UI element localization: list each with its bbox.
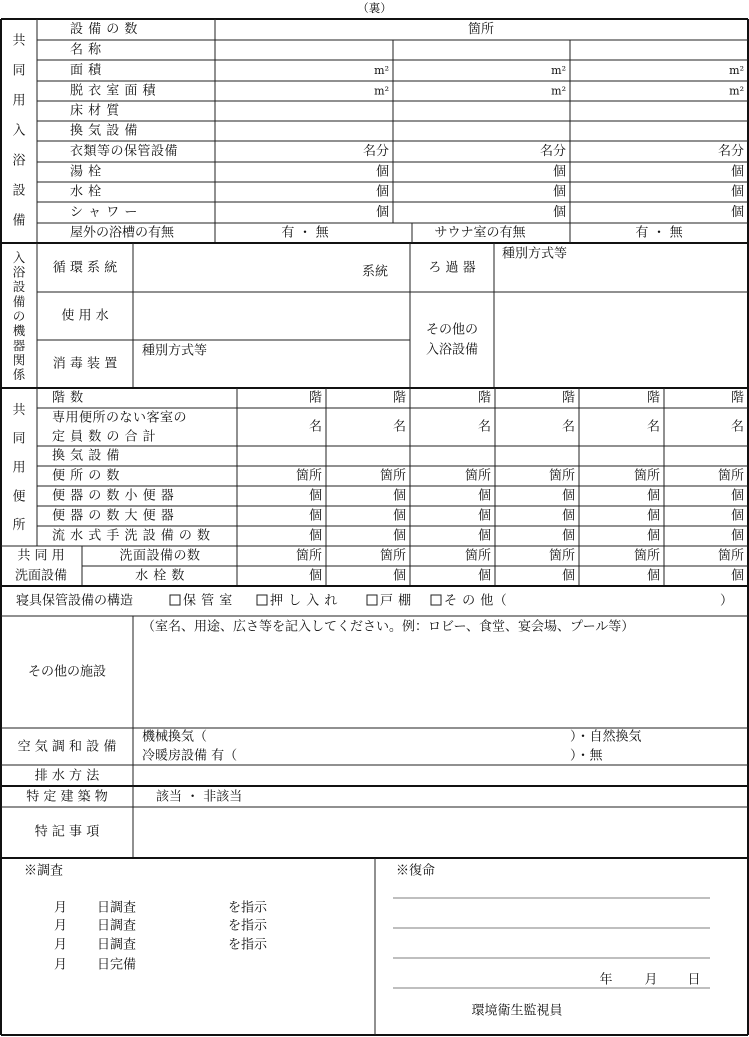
other-bath-label: その他の (425, 322, 479, 338)
toilet-row-label: 便 器 の 数 小 便 器 (52, 488, 175, 504)
bedding-option: そ の 他（ (444, 593, 508, 609)
toilet-cell-unit: 階 (392, 390, 406, 406)
survey-month: 月 (54, 937, 68, 953)
survey-month: 月 (54, 957, 68, 973)
bath-cell-unit: m² (551, 84, 566, 98)
bath-row-label: 脱 衣 室 面 積 (70, 83, 157, 99)
toilet-cell-unit: 個 (477, 508, 491, 524)
toilet-row-label: 階 数 (52, 390, 84, 406)
toilet-group-label-char: 用 (12, 460, 26, 476)
bedding-label: 寝具保管設備の構造 (16, 593, 134, 609)
disinfect-label: 消 毒 装 置 (52, 356, 118, 372)
filter-label: ろ 過 器 (428, 260, 476, 276)
inspector-label: 環境衛生監視員 (471, 1003, 563, 1019)
bedding-option: 保 管 室 (183, 593, 233, 609)
bath-cell-unit: 個 (375, 184, 389, 200)
wash-row-label: 洗面設備の数 (119, 548, 201, 564)
survey-instruction: を指示 (228, 918, 268, 934)
disinfect-note: 種別方式等 (142, 343, 208, 359)
bath-group-label-char: 備 (12, 213, 26, 229)
toilet-cell-unit: 箇所 (379, 468, 406, 484)
toilet-cell-unit: 箇所 (548, 468, 575, 484)
toilet-cell-unit: 名 (561, 419, 575, 435)
toilet-cell-unit: 箇所 (464, 468, 491, 484)
toilet-cell-unit: 名 (730, 419, 744, 435)
bath-cell-unit: 個 (730, 164, 744, 180)
bath-group-label-char: 用 (12, 93, 26, 109)
bath-cell-unit: m² (374, 64, 389, 77)
survey-day: 日調査 (97, 937, 137, 953)
water-label: 使 用 水 (61, 308, 109, 324)
page-side-label: （裏） (357, 1, 392, 15)
drainage-label: 排 水 方 法 (34, 768, 100, 784)
survey-month: 月 (54, 918, 68, 934)
bath-group-label-char: 設 (12, 183, 26, 199)
wash-cell-unit: 個 (730, 568, 744, 584)
wash-group-label: 共 同 用 (17, 548, 65, 564)
bath-cell-unit: m² (729, 64, 744, 77)
toilet-row-label: 便 所 の 数 (52, 468, 120, 484)
bath-row-label: 水 栓 (70, 184, 102, 200)
circulation-label: 循 環 系 統 (52, 260, 118, 276)
other-facilities-label: その他の施設 (27, 664, 107, 680)
toilet-cell-unit: 階 (308, 390, 322, 406)
bath-cell-unit: 個 (552, 164, 566, 180)
toilet-cell-unit: 名 (477, 419, 491, 435)
circulation-unit: 系統 (361, 264, 388, 280)
survey-month: 月 (54, 900, 68, 916)
toilet-cell-unit: 名 (392, 419, 406, 435)
bath-row-label: シ ャ ワ ー (70, 205, 138, 220)
toilet-row-label: 流 水 式 手 洗 設 備 の 数 (52, 528, 211, 544)
toilet-cell-unit: 階 (730, 390, 744, 406)
wash-cell-unit: 箇所 (633, 548, 660, 564)
equip-group-label-char: の (12, 308, 26, 324)
toilet-row-label: 便 器 の 数 大 便 器 (52, 508, 175, 524)
bedding-checkbox[interactable] (431, 595, 441, 605)
outdoor-bath-label: 屋外の浴槽の有無 (70, 225, 175, 241)
special-building-value: 該当 ・ 非該当 (156, 789, 243, 805)
outdoor-bath-value: 有 ・ 無 (281, 225, 329, 241)
survey-day: 日完備 (97, 957, 137, 973)
report-date-month: 月 (644, 972, 658, 988)
survey-instruction: を指示 (228, 900, 268, 916)
toilet-cell-unit: 箇所 (633, 468, 660, 484)
bedding-checkbox[interactable] (170, 595, 180, 605)
bath-row-label: 湯 栓 (70, 164, 102, 180)
toilet-group-label-char: 同 (12, 431, 26, 447)
wash-group-label: 洗面設備 (14, 568, 68, 584)
bath-cell-unit: 個 (730, 205, 744, 220)
other-bath-label: 入浴設備 (425, 342, 479, 358)
equip-group-label-char: 浴 (12, 264, 26, 280)
toilet-cell-unit: 個 (392, 508, 406, 524)
report-date-day: 日 (687, 972, 701, 988)
bath-cell-unit: 名分 (717, 144, 744, 159)
bath-cell-unit: 個 (375, 164, 389, 180)
toilet-cell-unit: 個 (392, 488, 406, 504)
bedding-close-paren: ） (720, 593, 734, 609)
bedding-checkbox[interactable] (257, 595, 267, 605)
wash-row-label: 水 栓 数 (135, 568, 185, 584)
sauna-label: サウナ室の有無 (434, 225, 526, 241)
equip-group-label-char: 係 (12, 367, 26, 383)
report-title: ※復命 (396, 863, 436, 879)
aircon-heating-cooling: 冷暖房設備 有（ (142, 748, 238, 764)
aircon-mechanical: 機械換気（ (142, 729, 208, 745)
aircon-label: 空 気 調 和 設 備 (17, 739, 117, 755)
bath-group-label-char: 共 (12, 33, 26, 49)
inspection-form (0, 18, 749, 1037)
other-facilities-note: （室名、用途、広さ等を記入してください。例：ロビー、食堂、宴会場、プール等） (142, 619, 635, 635)
equip-group-label-char: 器 (12, 337, 26, 353)
toilet-row-label: 換 気 設 備 (52, 448, 120, 464)
filter-note: 種別方式等 (502, 246, 568, 262)
toilet-cell-unit: 名 (646, 419, 660, 435)
wash-cell-unit: 個 (561, 568, 575, 584)
bath-cell-unit: 名分 (539, 144, 566, 159)
wash-cell-unit: 個 (477, 568, 491, 584)
equip-group-label-char: 入 (12, 249, 26, 265)
toilet-cell-unit: 個 (561, 508, 575, 524)
remarks-label: 特 記 事 項 (34, 824, 100, 840)
aircon-none: ）・無 (570, 748, 603, 764)
toilet-cell-unit: 個 (561, 488, 575, 504)
bath-group-label-char: 入 (12, 123, 26, 139)
sauna-value: 有 ・ 無 (635, 225, 683, 241)
wash-cell-unit: 個 (646, 568, 660, 584)
bath-cell-unit: m² (551, 64, 566, 77)
toilet-cell-unit: 個 (477, 488, 491, 504)
report-date-year: 年 (599, 972, 613, 988)
toilet-cell-unit: 個 (646, 508, 660, 524)
bath-cell-unit: m² (374, 84, 389, 98)
toilet-cell-unit: 個 (730, 508, 744, 524)
toilet-cell-unit: 個 (308, 528, 322, 544)
survey-title: ※調査 (24, 863, 64, 879)
survey-day: 日調査 (97, 918, 137, 934)
equip-group-label-char: 備 (12, 293, 26, 309)
bedding-checkbox[interactable] (367, 595, 377, 605)
special-building-label: 特 定 建 築 物 (26, 789, 108, 805)
toilet-group-label-char: 便 (12, 489, 26, 505)
equip-group-label-char: 機 (12, 323, 26, 339)
wash-cell-unit: 個 (308, 568, 322, 584)
toilet-group-label-char: 共 (12, 402, 26, 418)
toilet-row-label: 専用便所のない客室の (52, 410, 188, 426)
bath-cell-unit: 名分 (362, 144, 389, 159)
toilet-group-label-char: 所 (12, 518, 26, 534)
wash-cell-unit: 箇所 (379, 548, 406, 564)
toilet-cell-unit: 個 (646, 528, 660, 544)
toilet-cell-unit: 名 (308, 419, 322, 435)
bath-group-label-char: 浴 (12, 153, 26, 169)
toilet-cell-unit: 個 (730, 528, 744, 544)
bedding-option: 戸 棚 (380, 593, 412, 609)
aircon-natural: ）・自然換気 (570, 729, 642, 745)
toilet-cell-unit: 個 (646, 488, 660, 504)
bath-cell-unit: m² (729, 84, 744, 98)
toilet-cell-unit: 個 (730, 488, 744, 504)
bath-cell-unit: 個 (552, 205, 566, 220)
wash-cell-unit: 箇所 (464, 548, 491, 564)
toilet-cell-unit: 個 (477, 528, 491, 544)
bath-cell-unit: 個 (552, 184, 566, 200)
bedding-option: 押 し 入 れ (270, 593, 338, 609)
wash-cell-unit: 箇所 (717, 548, 744, 564)
toilet-cell-unit: 階 (477, 390, 491, 406)
toilet-cell-unit: 個 (561, 528, 575, 544)
wash-cell-unit: 箇所 (295, 548, 322, 564)
toilet-cell-unit: 個 (392, 528, 406, 544)
survey-day: 日調査 (97, 900, 137, 916)
wash-cell-unit: 箇所 (548, 548, 575, 564)
bath-cell-unit: 箇所 (467, 22, 495, 37)
equip-group-label-char: 設 (12, 279, 26, 295)
bath-row-label: 名 称 (70, 42, 102, 58)
toilet-cell-unit: 階 (646, 390, 660, 406)
toilet-cell-unit: 階 (561, 390, 575, 406)
equip-group-label-char: 関 (12, 352, 26, 368)
bath-group-label-char: 同 (12, 63, 26, 79)
toilet-cell-unit: 箇所 (295, 468, 322, 484)
toilet-cell-unit: 箇所 (717, 468, 744, 484)
toilet-row-label: 定 員 数 の 合 計 (52, 429, 157, 445)
bath-row-label: 衣類等の保管設備 (70, 144, 179, 159)
bath-row-label: 設 備 の 数 (70, 22, 138, 37)
bath-cell-unit: 個 (730, 184, 744, 200)
toilet-cell-unit: 個 (308, 488, 322, 504)
bath-row-label: 床 材 質 (70, 103, 120, 119)
bath-row-label: 面 積 (70, 63, 102, 78)
toilet-cell-unit: 個 (308, 508, 322, 524)
wash-cell-unit: 個 (392, 568, 406, 584)
bath-row-label: 換 気 設 備 (70, 123, 138, 139)
survey-instruction: を指示 (228, 937, 268, 953)
bath-cell-unit: 個 (375, 205, 389, 220)
